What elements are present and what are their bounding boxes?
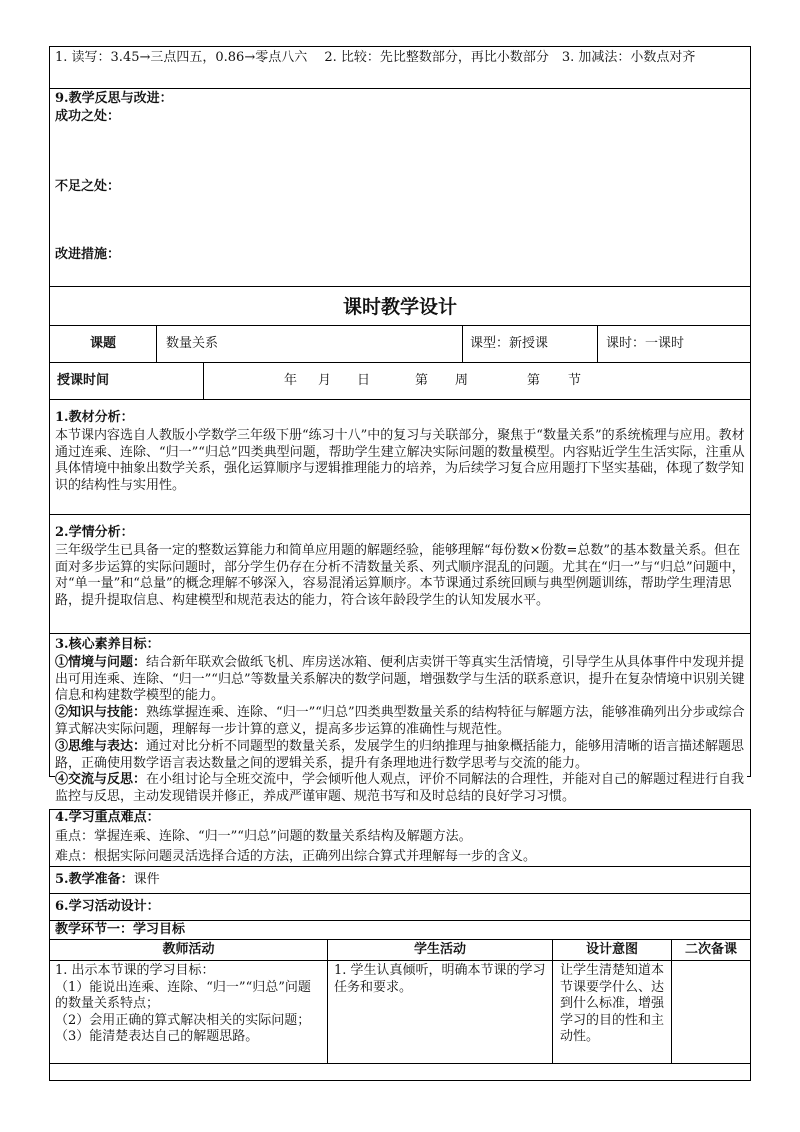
time-label: 授课时间 — [57, 373, 110, 388]
time-week-suffix: 周 — [455, 373, 469, 388]
col-header-second: 二次备课 — [684, 942, 737, 957]
core-goal-label: ④交流与反思： — [55, 772, 147, 787]
time-section-prefix: 第 — [527, 373, 541, 388]
core-goal-label: ②知识与技能： — [55, 705, 147, 720]
textbook-analysis-body: 本节课内容选自人教版小学数学三年级下册“练习十八”中的复习与关联部分，聚焦于“数量关系”的系统梳理与应用。教材通过连乘、连除、“归一”“归总”四类典型问题，帮助学生建立解决实际问题的数量模型。内容贴近学生生活实际，注重从具体情境中抽象出数学关系，强化运算顺序与逻辑推理能力的培养，为后续学习复合应用题打下坚实基础，体现了数学知识的结构性与实用性。 — [55, 428, 745, 493]
time-week-prefix: 第 — [415, 373, 429, 388]
core-goal-label: ①情境与问题： — [55, 655, 147, 670]
time-month: 月 — [318, 373, 332, 388]
reflection-shortcoming-label: 不足之处： — [55, 179, 121, 194]
reflection-heading: 9.教学反思与改进： — [55, 91, 173, 106]
empty-row-cell — [49, 1063, 751, 1081]
time-year: 年 — [284, 373, 298, 388]
difficulty-text: 难点：根据实际问题灵活选择合适的方法，正确列出综合算式并理解每一步的含义。 — [55, 849, 537, 864]
activity-design-heading: 6.学习活动设计： — [55, 899, 160, 914]
col-header-student: 学生活动 — [413, 942, 466, 957]
lesson-period: 课时：一课时 — [606, 336, 685, 351]
teacher-activity-text: 1. 出示本节课的学习目标： （1）能说出连乘、连除、“归一”“归总”问题的数量关系特点； （2）会用正确的算式解决相关的实际问题； （3）能清楚表达自己的解题思路。 — [55, 963, 311, 1045]
top-row-text: 1. 读写：3.45→三点四五，0.86→零点八六 2. 比较：先比整数部分，再比小数部分 3. 加减法：小数点对齐 — [55, 50, 696, 65]
prep-heading: 5.教学准备： — [55, 872, 134, 887]
prep-value: 课件 — [133, 872, 160, 887]
time-section-suffix: 节 — [568, 373, 582, 388]
reflection-improvement-label: 改进措施： — [55, 247, 121, 262]
reflection-cell — [49, 88, 751, 287]
core-goal-text: 在小组讨论与全班交流中，学会倾听他人观点，评价不同解法的合理性，并能对自己的解题过程进行自我监控与反思，主动发现错误并修正，养成严谨审题、规范书写和及时总结的良好学习习惯。 — [55, 772, 745, 804]
core-goal-label: ③思维与表达： — [55, 739, 147, 754]
design-intent-text: 让学生清楚知道本节课要学什么、达到什么标准，增强学习的目的性和主动性。 — [560, 963, 665, 1045]
core-goal-item — [55, 772, 747, 805]
core-goal-text: 结合新年联欢会做纸飞机、库房送冰箱、便利店卖饼干等真实生活情境，引导学生从具体事件中发现并提出可用连乘、连除、“归一”“归总”等数量关系解决的数学问题，增强数学与生活的联系意识，提升在复杂情境中识别关键信息和构建数学模型的能力。 — [55, 655, 745, 704]
key-points-heading: 4.学习重点难点： — [55, 810, 160, 825]
prep-row — [55, 872, 160, 888]
core-goal-item — [55, 739, 747, 772]
col-header-teacher: 教师活动 — [162, 942, 215, 957]
core-goal-item — [55, 705, 747, 738]
reflection-success-label: 成功之处： — [55, 109, 121, 124]
topic-label: 课题 — [89, 336, 116, 351]
core-goal-item — [55, 655, 747, 705]
textbook-analysis-heading: 1.教材分析： — [55, 410, 134, 425]
student-analysis-heading: 2.学情分析： — [55, 525, 134, 540]
page-title: 课时教学设计 — [342, 296, 457, 318]
time-day: 日 — [357, 373, 371, 388]
student-analysis-body: 三年级学生已具备一定的整数运算能力和简单应用题的解题经验，能够理解“每份数×份数=总数”的基本数量关系。但在面对多步运算的实际问题时，部分学生仍存在分析不清数量关系、列式顺序混乱的问题。尤其在“归一”与“归总”问题中，对“单一量”和“总量”的概念理解不够深入，容易混淆运算顺序。本节课通过系统回顾与典型例题训练，帮助学生理清思路，提升提取信息、构建模型和规范表达的能力，符合该年龄段学生的认知发展水平。 — [55, 543, 745, 608]
core-goals-heading: 3.核心素养目标： — [55, 637, 160, 652]
core-goal-text: 通过对比分析不同题型的数量关系，发展学生的归纳推理与抽象概括能力，能够用清晰的语言描述解题思路，正确使用数学语言表达数量之间的逻辑关系，提升有条理地进行数学思考与交流的能力。 — [55, 739, 745, 771]
second-prep-cell — [671, 960, 751, 1064]
student-activity-text: 1. 学生认真倾听，明确本节课的学习任务和要求。 — [334, 963, 546, 995]
topic-value: 数量关系 — [166, 336, 219, 351]
stage1-heading: 教学环节一：学习目标 — [55, 922, 186, 937]
col-header-intent: 设计意图 — [585, 942, 638, 957]
lesson-type: 课型：新授课 — [470, 336, 549, 351]
key-point-text: 重点：掌握连乘、连除、“归一”“归总”问题的数量关系结构及解题方法。 — [55, 829, 472, 844]
core-goal-text: 熟练掌握连乘、连除、“归一”“归总”四类典型数量关系的结构特征与解题方法，能够准确列出分步或综合算式解决实际问题，理解每一步计算的意义，提高多步运算的准确性与规范性。 — [55, 705, 745, 737]
